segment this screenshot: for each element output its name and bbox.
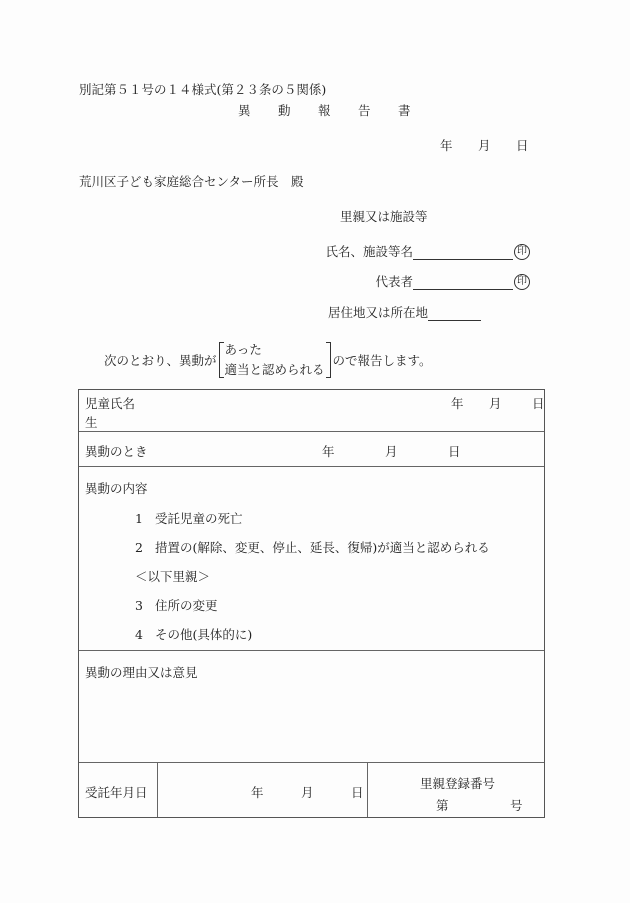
- entrust-date[interactable]: [251, 783, 364, 801]
- change-year: 年: [322, 444, 335, 459]
- representative-field-row: [375, 272, 530, 290]
- submitter-heading: 里親又は施設等: [340, 209, 428, 224]
- representative-field[interactable]: [413, 275, 513, 290]
- name-label: 氏名、施設等名: [325, 244, 413, 259]
- foster-parent-section-label: [135, 567, 210, 585]
- registration-label: 里親登録番号: [420, 776, 496, 791]
- change-date-label: 異動のとき: [85, 444, 148, 459]
- seal-icon: 印: [514, 274, 530, 290]
- birth-month: 月: [489, 396, 502, 411]
- seal-icon: 印: [514, 244, 530, 260]
- item-text: 住所の変更: [155, 598, 218, 613]
- entrust-month: 月: [301, 785, 314, 800]
- option-occurred[interactable]: あった: [224, 342, 262, 357]
- item-text: 受託児童の死亡: [155, 511, 243, 526]
- entrust-day: 日: [351, 785, 364, 800]
- row-divider: [79, 650, 544, 651]
- item-number: 3: [135, 598, 143, 613]
- content-item-3[interactable]: [135, 596, 218, 614]
- statement-prefix: 次のとおり、異動が: [104, 353, 217, 368]
- representative-label: 代表者: [375, 274, 413, 289]
- report-table: [78, 389, 545, 818]
- birth-date[interactable]: [451, 394, 545, 412]
- change-date[interactable]: [322, 442, 461, 460]
- content-label: 異動の内容: [85, 481, 148, 496]
- address-field-row: [328, 303, 481, 321]
- row-divider: [79, 431, 544, 432]
- row-divider: [79, 466, 544, 467]
- form-id: 別記第５１号の１４様式(第２３条の５関係): [79, 82, 327, 97]
- entrust-date-label: 受託年月日: [85, 785, 148, 800]
- statement-suffix: ので報告します。: [332, 353, 432, 368]
- item-number: 1: [135, 511, 143, 526]
- page-title: [238, 101, 438, 119]
- child-name-label: 児童氏名: [85, 396, 136, 411]
- birth-suffix: 生: [85, 415, 98, 430]
- reason-label: 異動の理由又は意見: [85, 665, 198, 680]
- name-field[interactable]: [413, 245, 513, 260]
- addressee: 荒川区子ども家庭総合センター所長 殿: [79, 174, 304, 189]
- report-month: 月: [478, 138, 491, 153]
- statement-options: [219, 340, 331, 380]
- title-char: 報: [318, 103, 331, 118]
- item-number: 4: [135, 627, 143, 642]
- item-number: 2: [135, 540, 143, 555]
- title-char: 異: [238, 103, 251, 118]
- title-char: 告: [358, 103, 371, 118]
- column-divider: [157, 762, 158, 817]
- item-text: その他(具体的に): [155, 627, 253, 642]
- registration-suffix: 号: [510, 798, 523, 813]
- registration-prefix: 第: [436, 798, 449, 813]
- birth-year: 年: [451, 396, 464, 411]
- registration-number-field[interactable]: [454, 793, 506, 811]
- report-year: 年: [440, 138, 453, 153]
- report-day: 日: [516, 138, 529, 153]
- title-char: 書: [398, 103, 411, 118]
- content-item-4[interactable]: [135, 625, 252, 643]
- name-field-row: [325, 242, 530, 260]
- entrust-year: 年: [251, 785, 264, 800]
- change-month: 月: [385, 444, 398, 459]
- content-item-1[interactable]: [135, 509, 243, 527]
- change-day: 日: [448, 444, 461, 459]
- address-label: 居住地又は所在地: [328, 305, 429, 320]
- column-divider: [367, 762, 368, 817]
- item-text: 措置の(解除、変更、停止、延長、復帰)が適当と認められる: [155, 540, 490, 555]
- item-text: ＜以下里親＞: [135, 569, 211, 584]
- statement: [104, 340, 432, 380]
- title-char: 動: [278, 103, 291, 118]
- address-field[interactable]: [428, 306, 481, 321]
- content-item-2[interactable]: [135, 538, 490, 556]
- row-divider: [79, 762, 544, 763]
- report-date[interactable]: [440, 136, 554, 154]
- birth-day: 日: [532, 396, 545, 411]
- option-deemed-appropriate[interactable]: 適当と認められる: [224, 362, 325, 377]
